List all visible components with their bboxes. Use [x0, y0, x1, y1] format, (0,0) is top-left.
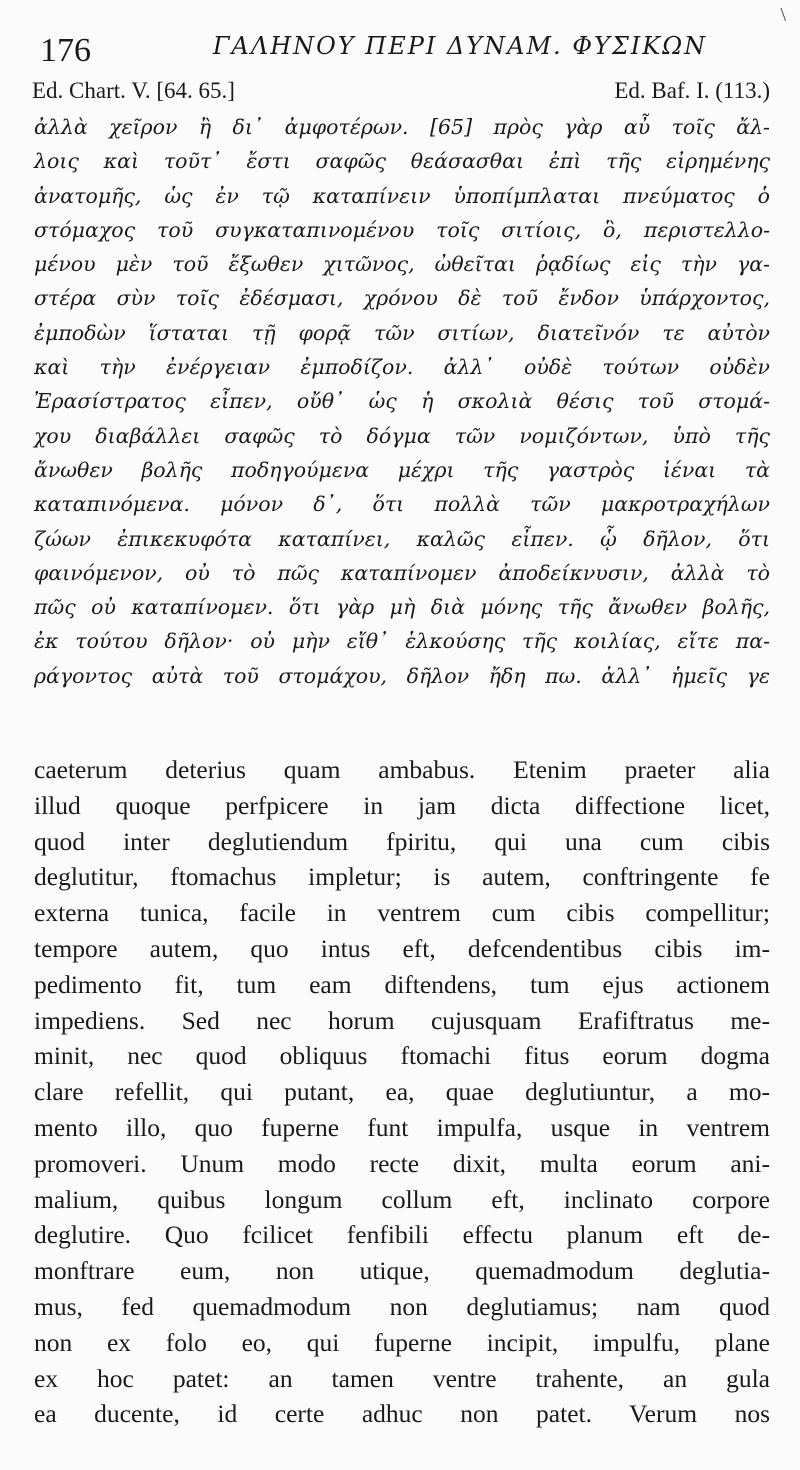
latin-text-line: caeterum deterius quam ambabus. Etenim praeter alia [34, 755, 770, 784]
greek-text-line: ἐμποδὼν ἵσταται τῇ φορᾷ τῶν σιτίων, διατεῖνόν τε αὐτὸν [34, 320, 770, 345]
page-number: 176 [40, 32, 91, 69]
greek-text-line: ἀνατομῆς, ὡς ἐν τῷ καταπίνειν ὑποπίμπλαται πνεύματος ὁ [34, 183, 770, 208]
latin-text-line: deglutitur, ftomachus impletur; is autem, conftringente fe [34, 862, 770, 892]
edition-reference-line [32, 78, 770, 108]
greek-text-line: Ἐρασίστρατος εἶπεν, οὔθ᾽ ὡς ἡ σκολιὰ θέσις τοῦ στομά- [34, 389, 770, 414]
edition-chartier-ref: Ed. Chart. V. [64. 65.] [32, 78, 235, 103]
latin-text-line: mento illo, quo fuperne funt impulfa, usque in ventrem [34, 1112, 770, 1142]
running-title: ΓΑΛΗΝΟΥ ΠΕΡΙ ΔΥΝΑΜ. ΦΥΣΙΚΩΝ [212, 32, 708, 60]
latin-text-line: mus, fed quemadmodum non deglutiamus; nam quod [34, 1291, 770, 1321]
latin-text-line: malium, quibus longum collum eft, inclinato corpore [34, 1184, 770, 1214]
latin-text-line: pedimento fit, tum eam diftendens, tum ejus actionem [34, 969, 770, 999]
greek-text-line: στόμαχος τοῦ συγκαταπινομένου τοῖς σιτίοις, ὃ, περιστελλο- [34, 217, 770, 242]
latin-text-line: monftrare eum, non utique, quemadmodum deglutia- [34, 1256, 770, 1286]
latin-text-line: tempore autem, quo intus eft, defcendentibus cibis im- [34, 933, 770, 963]
greek-text-line: ράγοντος αὐτὰ τοῦ στομάχου, δῆλον ἤδη πω. ἀλλ᾽ ἡμεῖς γε [34, 663, 770, 688]
greek-text-line: ζώων ἐπικεκυφότα καταπίνει, καλῶς εἶπεν. ᾧ δῆλον, ὅτι [34, 526, 770, 551]
greek-text-line: φαινόμενον, οὐ τὸ πῶς καταπίνομεν ἀποδείκνυσιν, ἀλλὰ τὸ [34, 560, 770, 585]
greek-text-line: στέρα σὺν τοῖς ἐδέσμασι, χρόνου δὲ τοῦ ἔνδον ὑπάρχοντος, [34, 286, 770, 311]
latin-text-line: minit, nec quod obliquus ftomachi fitus eorum dogma [34, 1041, 770, 1071]
latin-text-line: impediens. Sed nec horum cujusquam Erafiftratus me- [34, 1005, 770, 1035]
greek-text-line: πῶς οὐ καταπίνομεν. ὅτι γὰρ μὴ διὰ μόνης τῆς ἄνωθεν βολῆς, [34, 595, 770, 620]
greek-text-line: χου διαβάλλει σαφῶς τὸ δόγμα τῶν νομιζόντων, ὑπὸ τῆς [34, 423, 770, 448]
page-header [40, 4, 786, 69]
latin-text-block [34, 752, 770, 1432]
greek-text-block [34, 110, 770, 693]
latin-text-line: promoveri. Unum modo recte dixit, multa eorum ani- [34, 1148, 770, 1178]
corner-mark: \ [780, 4, 786, 26]
greek-text-line: καὶ τὴν ἐνέργειαν ἐμποδίζον. ἀλλ᾽ οὐδὲ τούτων οὐδὲν [34, 355, 770, 380]
latin-text-line: externa tunica, facile in ventrem cum cibis compellitur; [34, 898, 770, 928]
latin-text-line: quod inter deglutiendum fpiritu, qui una cum cibis [34, 826, 770, 856]
greek-text-line: λοις καὶ τοῦτ᾽ ἔστι σαφῶς θεάσασθαι ἐπὶ τῆς εἰρημένης [34, 149, 770, 174]
greek-text-line: ἄνωθεν βολῆς ποδηγούμενα μέχρι τῆς γαστρὸς ἰέναι τὰ [34, 457, 770, 482]
greek-text-line: μένου μὲν τοῦ ἔξωθεν χιτῶνος, ὠθεῖται ῥᾳδίως εἰς τὴν γα- [34, 252, 770, 277]
latin-text-line: deglutire. Quo fcilicet fenfibili effectu planum eft de- [34, 1220, 770, 1250]
latin-text-line: non ex folo eo, qui fuperne incipit, impulfu, plane [34, 1327, 770, 1357]
latin-text-line: illud quoque perfpicere in jam dicta diffectione licet, [34, 790, 770, 820]
latin-text-line: ex hoc patet: an tamen ventre trahente, an gula [34, 1363, 770, 1393]
greek-text-line: ἐκ τούτου δῆλον· οὐ μὴν εἴθ᾽ ἑλκούσης τῆς κοιλίας, εἴτε πα- [34, 629, 770, 654]
edition-basel-ref: Ed. Baf. I. (113.) [614, 78, 770, 103]
latin-text-line: clare refellit, qui putant, ea, quae deglutiuntur, a mo- [34, 1077, 770, 1107]
greek-text-line: ἀλλὰ χεῖρον ἢ δι᾽ ἀμφοτέρων. [65] πρὸς γὰρ αὖ τοῖς ἄλ- [34, 115, 770, 139]
greek-text-line: καταπινόμενα. μόνον δ᾽, ὅτι πολλὰ τῶν μακροτραχήλων [34, 492, 770, 517]
latin-text-line: ea ducente, id certe adhuc non patet. Verum nos [34, 1399, 770, 1429]
